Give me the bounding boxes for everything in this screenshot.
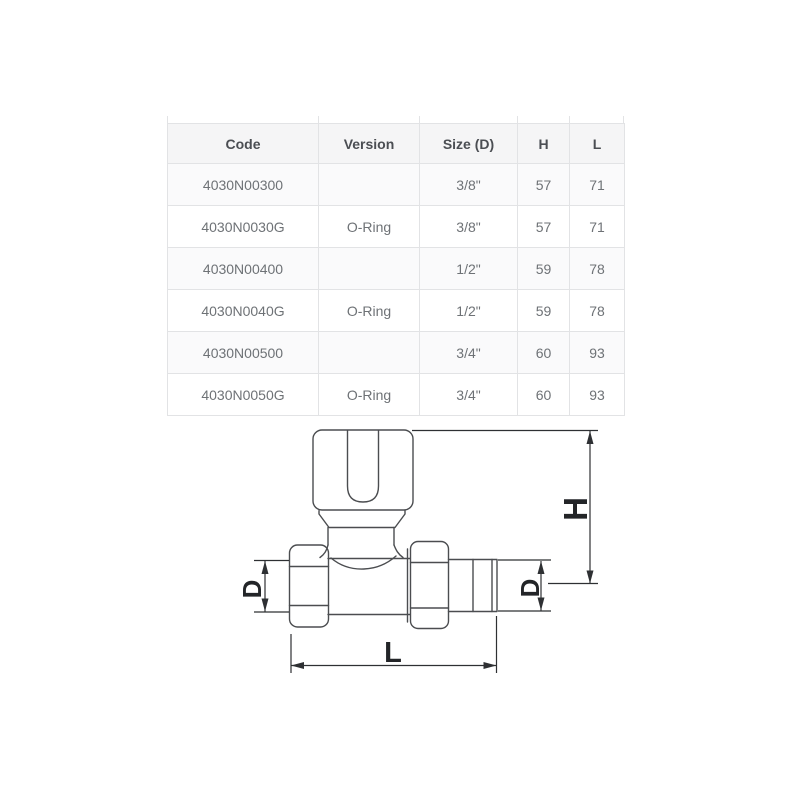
dim-label-l: L — [384, 637, 402, 669]
col-header-l: L — [570, 124, 625, 164]
arrow-h-up — [587, 431, 594, 444]
cell-size: 1/2" — [420, 290, 518, 332]
cell-l: 93 — [570, 374, 625, 416]
bonnet-flare — [320, 545, 403, 558]
cell-version: O-Ring — [319, 206, 420, 248]
union-nut — [411, 542, 449, 629]
cell-code: 4030N00400 — [168, 248, 319, 290]
dimension-arrowheads — [262, 431, 594, 669]
cell-code: 4030N00300 — [168, 164, 319, 206]
col-header-version: Version — [319, 124, 420, 164]
cell-h: 59 — [518, 248, 570, 290]
cell-l: 78 — [570, 290, 625, 332]
hex-nut-left — [290, 545, 329, 627]
dim-label-d-left: D — [237, 579, 267, 599]
cell-l: 71 — [570, 206, 625, 248]
cell-code: 4030N0030G — [168, 206, 319, 248]
cell-code: 4030N00500 — [168, 332, 319, 374]
cell-h: 59 — [518, 290, 570, 332]
dim-label-d-right: D — [515, 578, 545, 598]
cell-size: 3/8" — [420, 206, 518, 248]
cell-size: 3/8" — [420, 164, 518, 206]
handle-slot — [348, 431, 379, 502]
cell-h: 60 — [518, 374, 570, 416]
cell-h: 57 — [518, 206, 570, 248]
valve-neck — [319, 511, 405, 528]
arrow-d-right-down — [538, 598, 545, 611]
thread-end-grooves — [473, 560, 492, 612]
cell-size: 3/4" — [420, 332, 518, 374]
arrow-l-left — [291, 662, 304, 669]
hex-nut-facets — [290, 567, 329, 606]
arrow-l-right — [484, 662, 497, 669]
arrow-d-right-up — [538, 561, 545, 574]
cell-version: O-Ring — [319, 290, 420, 332]
arrow-h-down — [587, 571, 594, 584]
cell-version: O-Ring — [319, 374, 420, 416]
valve-bonnet — [328, 528, 394, 546]
cell-l: 71 — [570, 164, 625, 206]
cell-h: 57 — [518, 164, 570, 206]
valve-handle — [313, 430, 413, 510]
col-header-h: H — [518, 124, 570, 164]
dim-label-h: H — [557, 497, 594, 521]
col-header-size: Size (D) — [420, 124, 518, 164]
arrow-d-left-up — [262, 561, 269, 574]
cell-code: 4030N0050G — [168, 374, 319, 416]
cell-l: 78 — [570, 248, 625, 290]
arrow-d-left-down — [262, 599, 269, 612]
union-nut-facets — [411, 563, 449, 609]
cell-l: 93 — [570, 332, 625, 374]
cell-code: 4030N0040G — [168, 290, 319, 332]
cell-size: 3/4" — [420, 374, 518, 416]
col-header-code: Code — [168, 124, 319, 164]
valve-body — [328, 559, 410, 615]
cell-size: 1/2" — [420, 248, 518, 290]
cell-h: 60 — [518, 332, 570, 374]
